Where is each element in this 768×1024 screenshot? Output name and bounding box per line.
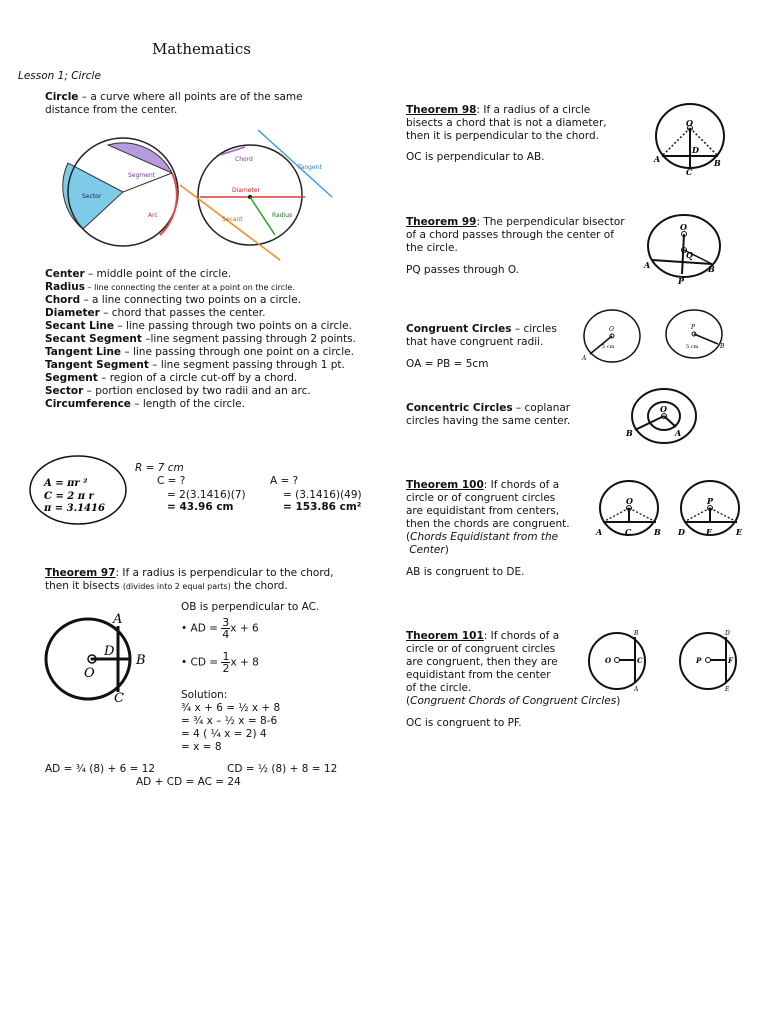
- circle-def-text: – a curve where all points are of the same distance from the center.: [45, 91, 303, 116]
- congruent-circles-term: Congruent Circles: [406, 323, 512, 335]
- theorem-98-title: Theorem 98: [406, 104, 477, 116]
- svg-text:O: O: [680, 222, 687, 232]
- formula-circle: [28, 454, 128, 526]
- theorem-99-title: Theorem 99: [406, 216, 477, 228]
- lesson-label: Lesson 1; Circle: [18, 70, 101, 82]
- definition-item: Chord – a line connecting two points on a circle.: [45, 294, 302, 306]
- arc-curve: [160, 173, 177, 235]
- svg-text:C: C: [625, 527, 632, 537]
- segment-region: [108, 143, 172, 173]
- tangent-label: Tangent: [298, 164, 322, 171]
- definition-item: Center – middle point of the circle.: [45, 268, 232, 280]
- c-step: = 2(3.1416)(7): [167, 489, 246, 501]
- definition-item: Circumference – length of the circle.: [45, 398, 245, 410]
- theorem-98-diagram: [650, 100, 730, 178]
- theorem-100-statement: Theorem 100: If chords of a circle or of congruent circles are equidistant from centers, then the chords are congruent. (Chords Equidistant from the Center): [406, 479, 570, 556]
- left-circle-group: [63, 138, 178, 246]
- concentric-circles-definition: Concentric Circles – coplanar circles having the same center.: [406, 402, 571, 427]
- t97-given: OB is perpendicular to AC.: [181, 601, 320, 613]
- svg-text:O: O: [626, 496, 633, 506]
- definition-item: Tangent Line – line passing through one point on a circle.: [45, 346, 354, 358]
- svg-text:D: D: [725, 630, 730, 637]
- pi-value: π = 3.1416: [44, 503, 105, 514]
- concentric-circles-diagram: [618, 386, 700, 446]
- congruent-circles-definition: Congruent Circles – circles that have congruent radii.: [406, 323, 557, 348]
- chord-label: Chord: [235, 156, 253, 163]
- circumference-formula: C = 2 π r: [44, 491, 94, 502]
- secant-label: Secant: [222, 216, 243, 223]
- t100-note: AB is congruent to DE.: [406, 566, 525, 578]
- svg-text:A: A: [675, 428, 682, 438]
- svg-text:Q: Q: [686, 250, 693, 260]
- svg-text:O: O: [605, 656, 612, 665]
- svg-text:B: B: [714, 158, 721, 168]
- congruent-circles-diagram: [580, 308, 735, 368]
- theorem-101-statement: Theorem 101: If chords of a circle or of congruent circles are congruent, then they are equidistant from the center of the circle. (Congruent Chords of Congruent Circles): [406, 630, 621, 707]
- segment-label: Segment: [128, 172, 155, 179]
- circle-term: Circle: [45, 91, 79, 103]
- t101-note: OC is congruent to PF.: [406, 717, 522, 729]
- definition-item: Tangent Segment – line segment passing through 1 pt.: [45, 359, 345, 371]
- t99-note: PQ passes through O.: [406, 264, 520, 276]
- c-question: C = ?: [157, 475, 186, 487]
- concentric-circles-term: Concentric Circles: [406, 402, 513, 414]
- svg-text:E: E: [736, 527, 743, 537]
- t97-label-o: O: [84, 666, 95, 681]
- t97-ad-expression: • AD = $\frac{3}{4}$ x + 6: [181, 616, 259, 641]
- svg-text:D: D: [692, 145, 699, 155]
- diameter-label: Diameter: [232, 187, 261, 194]
- theorem-100-title: Theorem 100: [406, 479, 484, 491]
- theorem-97-statement: Theorem 97: If a radius is perpendicular to the chord, then it bisects (divides into 2 equal parts) the chord.: [45, 567, 334, 592]
- t97-label-b: B: [136, 653, 146, 668]
- svg-text:E: E: [725, 686, 730, 693]
- definition-item: Radius – line connecting the center at a point on the circle.: [45, 281, 295, 293]
- radius-label: Radius: [272, 212, 293, 219]
- theorem-101-title: Theorem 101: [406, 630, 484, 642]
- svg-text:B: B: [720, 343, 725, 350]
- theorem-100-diagram: [594, 478, 749, 542]
- definition-item: Secant Segment –line segment passing through 2 points.: [45, 333, 356, 345]
- t97-cd-expression: • CD = $\frac{1}{2}$ x + 8: [181, 650, 259, 675]
- svg-text:F: F: [728, 656, 733, 665]
- theorem-99-statement: Theorem 99: The perpendicular bisector of a chord passes through the center of the circle.: [406, 216, 625, 254]
- svg-text:B: B: [654, 527, 661, 537]
- t97-solution: Solution: ¾ x + 6 = ½ x + 8 = ¾ x – ½ x = 8-6 = 4 ( ¼ x = 2) 4 = x = 8: [181, 689, 281, 753]
- page-title: Mathematics: [152, 40, 251, 58]
- theorem-98-statement: Theorem 98: If a radius of a circle bisects a chord that is not a diameter, then it is perpendicular to the chord.: [406, 104, 607, 142]
- svg-text:P: P: [678, 276, 685, 286]
- svg-text:C: C: [637, 656, 643, 665]
- svg-text:O: O: [660, 404, 667, 414]
- definition-item: Diameter – chord that passes the center.: [45, 307, 266, 319]
- svg-text:A: A: [654, 154, 661, 164]
- theorem-97-title: Theorem 97: [45, 567, 116, 579]
- svg-text:5 cm: 5 cm: [686, 344, 699, 350]
- definition-item: Secant Line – line passing through two points on a circle.: [45, 320, 352, 332]
- svg-text:B: B: [626, 428, 633, 438]
- t98-note: OC is perpendicular to AB.: [406, 151, 545, 163]
- svg-text:A: A: [582, 355, 587, 362]
- definitions-list: [45, 268, 390, 411]
- svg-text:P: P: [707, 496, 714, 506]
- svg-text:5 cm: 5 cm: [602, 344, 615, 350]
- svg-text:O: O: [609, 326, 614, 333]
- congruent-note: OA = PB = 5cm: [406, 358, 489, 370]
- circle-parts-diagram: [60, 125, 345, 265]
- definition-item: Segment – region of a circle cut-off by a chord.: [45, 372, 298, 384]
- t97-label-c: C: [114, 691, 124, 705]
- svg-text:A: A: [634, 686, 639, 693]
- t97-sum: AD + CD = AC = 24: [136, 776, 241, 788]
- svg-text:B: B: [634, 630, 639, 637]
- theorem-97-diagram: [38, 610, 153, 705]
- arc-label: Arc: [148, 212, 158, 219]
- svg-text:C: C: [686, 167, 693, 177]
- theorem-99-diagram: [640, 212, 725, 287]
- svg-text:D: D: [678, 527, 685, 537]
- c-answer: = 43.96 cm: [167, 501, 234, 513]
- t97-cd-result: CD = ½ (8) + 8 = 12: [227, 763, 338, 775]
- definition-item: Sector – portion enclosed by two radii and an arc.: [45, 385, 311, 397]
- theorem-101-diagram: [585, 625, 745, 695]
- svg-text:B: B: [708, 264, 715, 274]
- svg-text:A: A: [644, 260, 651, 270]
- circle-definition: [45, 91, 345, 117]
- right-circle-group: [180, 130, 332, 260]
- t97-ad-result: AD = ¾ (8) + 6 = 12: [45, 763, 156, 775]
- t97-label-a: A: [113, 612, 123, 627]
- svg-text:O: O: [686, 118, 693, 128]
- a-question: A = ?: [270, 475, 299, 487]
- svg-text:P: P: [696, 656, 702, 665]
- svg-text:P: P: [691, 324, 696, 331]
- a-answer: = 153.86 cm²: [283, 501, 362, 513]
- sector-label: Sector: [82, 193, 102, 200]
- a-step: = (3.1416)(49): [283, 489, 362, 501]
- t97-label-d: D: [104, 644, 115, 659]
- radius-value: R = 7 cm: [135, 462, 184, 474]
- svg-text:A: A: [596, 527, 603, 537]
- svg-text:F: F: [706, 527, 712, 537]
- area-formula: A = πr ²: [44, 478, 88, 489]
